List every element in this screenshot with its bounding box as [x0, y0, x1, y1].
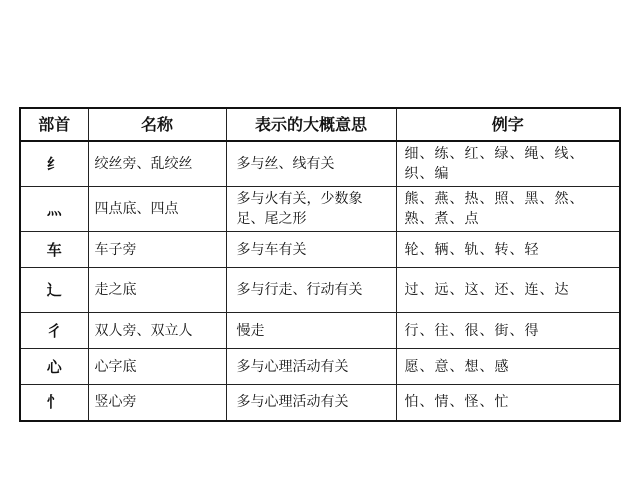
meaning-cell: 多与心理活动有关: [226, 349, 396, 385]
name-cell: 心字底: [88, 349, 226, 385]
name-cell: 竖心旁: [88, 385, 226, 421]
meaning-cell: 多与火有关，少数象足、尾之形: [226, 187, 396, 232]
header-radical: 部首: [20, 108, 88, 141]
name-cell: 走之底: [88, 268, 226, 313]
examples-cell: 愿、意、想、感: [396, 349, 620, 385]
radical-cell: 忄: [20, 385, 88, 421]
radicals-table-container: [19, 107, 619, 422]
radical-cell: 纟: [20, 141, 88, 187]
table-row: [20, 141, 620, 187]
radical-cell: 心: [20, 349, 88, 385]
table-header-row: [20, 108, 620, 141]
header-meaning: 表示的大概意思: [226, 108, 396, 141]
radical-cell: 车: [20, 232, 88, 268]
meaning-cell: 多与行走、行动有关: [226, 268, 396, 313]
radicals-table: [19, 107, 621, 422]
table-row: [20, 187, 620, 232]
name-cell: 双人旁、双立人: [88, 313, 226, 349]
examples-cell: 过、远、这、还、连、达: [396, 268, 620, 313]
meaning-cell: 慢走: [226, 313, 396, 349]
name-cell: 四点底、四点: [88, 187, 226, 232]
name-cell: 车子旁: [88, 232, 226, 268]
name-cell: 绞丝旁、乱绞丝: [88, 141, 226, 187]
radical-cell: 灬: [20, 187, 88, 232]
examples-cell: 轮、辆、轨、转、轻: [396, 232, 620, 268]
table-row: [20, 349, 620, 385]
meaning-cell: 多与心理活动有关: [226, 385, 396, 421]
examples-cell: 熊、燕、热、照、黑、然、熟、煮、点: [396, 187, 620, 232]
examples-cell: 怕、情、怪、忙: [396, 385, 620, 421]
radical-cell: 彳: [20, 313, 88, 349]
meaning-cell: 多与车有关: [226, 232, 396, 268]
table-row: [20, 313, 620, 349]
header-examples: 例字: [396, 108, 620, 141]
table-row: [20, 268, 620, 313]
examples-cell: 行、往、很、街、得: [396, 313, 620, 349]
table-row: [20, 232, 620, 268]
radical-cell: 辶: [20, 268, 88, 313]
header-name: 名称: [88, 108, 226, 141]
examples-cell: 细、练、红、绿、绳、线、织、编: [396, 141, 620, 187]
meaning-cell: 多与丝、线有关: [226, 141, 396, 187]
table-row: [20, 385, 620, 421]
